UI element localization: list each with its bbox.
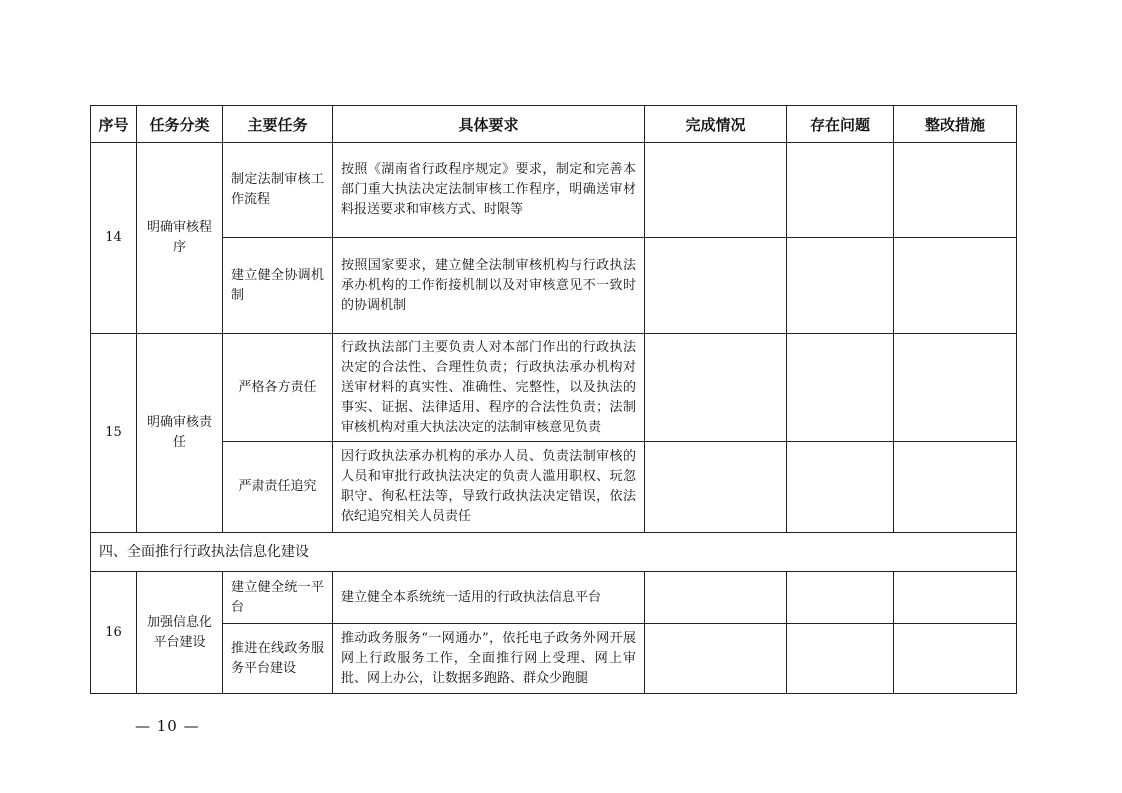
header-issues: 存在问题 [787, 106, 894, 143]
task-category: 明确审核责任 [137, 334, 223, 533]
task-category: 加强信息化平台建设 [137, 572, 223, 694]
main-task: 建立健全协调机制 [223, 238, 333, 334]
main-task: 制定法制审核工作流程 [223, 143, 333, 238]
requirement-text: 建立健全本系统统一适用的行政执法信息平台 [333, 572, 645, 624]
header-index: 序号 [91, 106, 137, 143]
rectification-cell [894, 334, 1017, 442]
task-table [90, 105, 1017, 694]
main-task: 严肃责任追究 [223, 442, 333, 533]
header-main-task: 主要任务 [223, 106, 333, 143]
main-task: 推进在线政务服务平台建设 [223, 624, 333, 694]
issues-cell [787, 572, 894, 624]
row-index: 16 [91, 572, 137, 694]
requirement-text: 因行政执法承办机构的承办人员、负责法制审核的人员和审批行政执法决定的负责人滥用职权、玩忽职守、徇私枉法等，导致行政执法决定错误，依法依纪追究相关人员责任 [333, 442, 645, 533]
row-index: 14 [91, 143, 137, 334]
table-header-row [91, 106, 1017, 143]
issues-cell [787, 442, 894, 533]
completion-cell [645, 238, 787, 334]
header-requirements: 具体要求 [333, 106, 645, 143]
issues-cell [787, 143, 894, 238]
issues-cell [787, 238, 894, 334]
completion-cell [645, 442, 787, 533]
rectification-cell [894, 238, 1017, 334]
completion-cell [645, 572, 787, 624]
rectification-cell [894, 624, 1017, 694]
supervision-table-page [90, 105, 1017, 694]
table-row [91, 238, 1017, 334]
table-row [91, 624, 1017, 694]
header-completion: 完成情况 [645, 106, 787, 143]
issues-cell [787, 334, 894, 442]
page-number: — 10 — [135, 717, 200, 735]
table-row [91, 442, 1017, 533]
requirement-text: 按照《湖南省行政程序规定》要求，制定和完善本部门重大执法决定法制审核工作程序，明确送审材料报送要求和审核方式、时限等 [333, 143, 645, 238]
header-rectification: 整改措施 [894, 106, 1017, 143]
completion-cell [645, 143, 787, 238]
requirement-text: 行政执法部门主要负责人对本部门作出的行政执法决定的合法性、合理性负责；行政执法承办机构对送审材料的真实性、准确性、完整性，以及执法的事实、证据、法律适用、程序的合法性负责；法制审核机构对重大执法决定的法制审核意见负责 [333, 334, 645, 442]
completion-cell [645, 334, 787, 442]
task-category: 明确审核程序 [137, 143, 223, 334]
requirement-text: 按照国家要求，建立健全法制审核机构与行政执法承办机构的工作衔接机制以及对审核意见不一致时的协调机制 [333, 238, 645, 334]
table-row [91, 572, 1017, 624]
rectification-cell [894, 143, 1017, 238]
rectification-cell [894, 442, 1017, 533]
table-row [91, 334, 1017, 442]
completion-cell [645, 624, 787, 694]
issues-cell [787, 624, 894, 694]
row-index: 15 [91, 334, 137, 533]
rectification-cell [894, 572, 1017, 624]
main-task: 建立健全统一平台 [223, 572, 333, 624]
section-title: 四、全面推行行政执法信息化建设 [91, 533, 1017, 572]
section-row [91, 533, 1017, 572]
requirement-text: 推动政务服务“一网通办”，依托电子政务外网开展网上行政服务工作，全面推行网上受理、网上审批、网上办公，让数据多跑路、群众少跑腿 [333, 624, 645, 694]
main-task: 严格各方责任 [223, 334, 333, 442]
header-category: 任务分类 [137, 106, 223, 143]
table-row [91, 143, 1017, 238]
